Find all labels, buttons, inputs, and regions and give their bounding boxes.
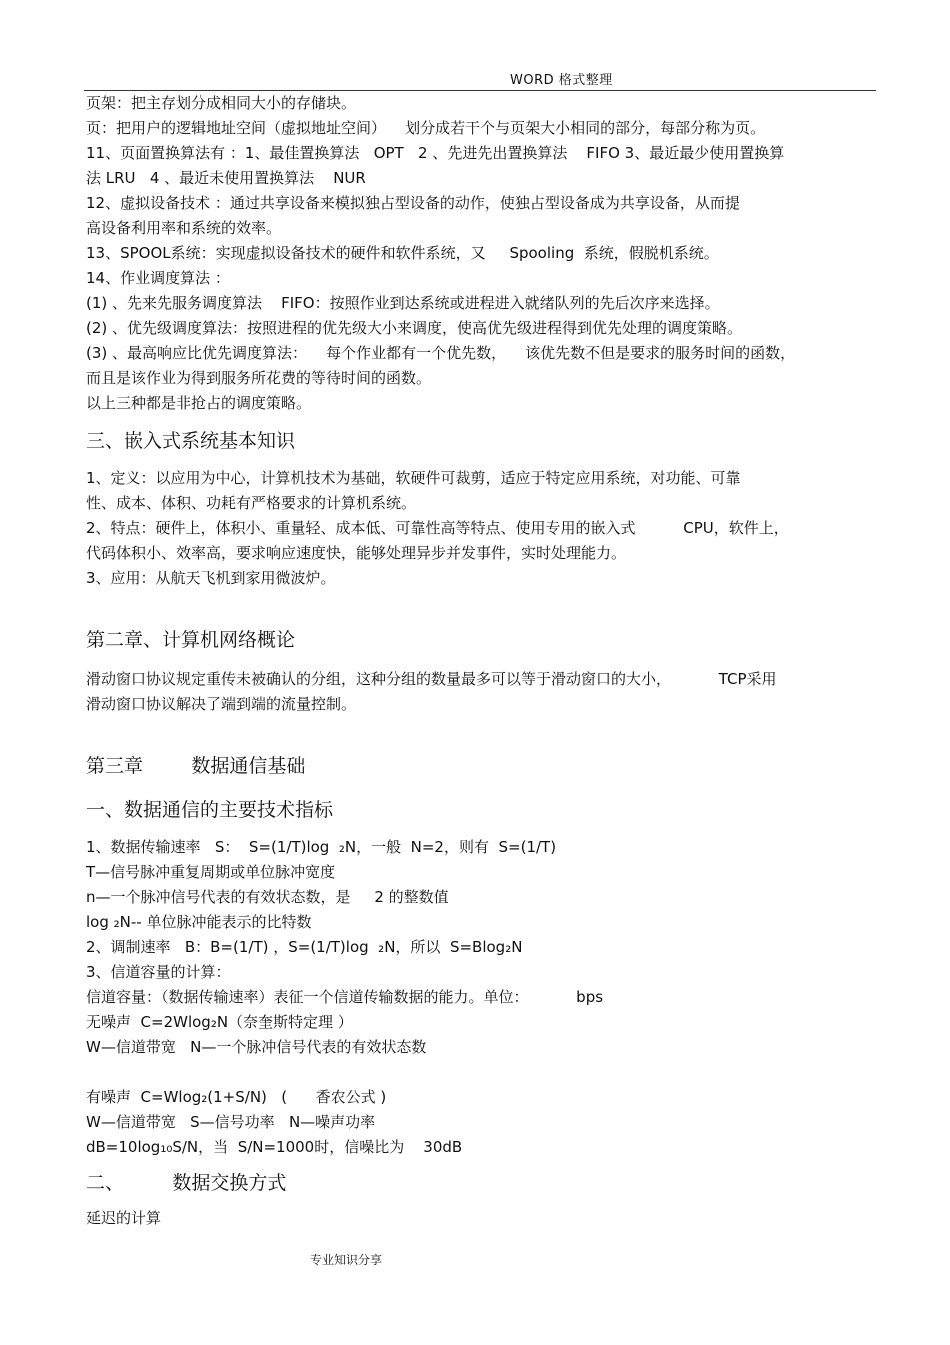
text-line: 无噪声 C=2Wlog₂N（奈奎斯特定理 ） (86, 1013, 353, 1031)
text-line: 14、作业调度算法 ： (86, 269, 230, 287)
text-line: (1) 、先来先服务调度算法 FIFO：按照作业到达系统或进程进入就绪队列的先后次序来选择。 (86, 294, 720, 312)
section-switching (86, 1206, 872, 1231)
text-line: 而且是该作业为得到服务所花费的等待时间的函数。 (86, 369, 432, 387)
chapter-heading-data-comm: 第三章 数据通信基础 (86, 755, 306, 777)
text-line: 11、页面置换算法有 ：1、最佳置换算法 OPT 2 、先进先出置换算法 FIFO 3、最近最少使用置换算 (86, 144, 785, 162)
text-line: 3、信道容量的计算： (86, 963, 231, 981)
text-line: dB=10log₁₀S/N，当 S/N=1000时，信噪比为 30dB (86, 1138, 463, 1156)
text-line: 13、SPOOL系统：实现虚拟设备技术的硬件和软件系统，又 Spooling 系统，假脱机系统。 (86, 244, 719, 262)
text-line: 2、特点：硬件上，体积小、重量轻、成本低、可靠性高等特点、使用专用的嵌入式 CPU，软件上， (86, 519, 789, 537)
text-line: 法 LRU 4 、最近未使用置换算法 NUR (86, 169, 366, 187)
section-heading-switching: 二、 数据交换方式 (86, 1172, 287, 1194)
text-line: (3) 、最高响应比优先调度算法： 每个作业都有一个优先数， 该优先数不但是要求的服务时间的函数， (86, 344, 796, 362)
text-line: T—信号脉冲重复周期或单位脉冲宽度 (86, 863, 336, 881)
text-line: 1、数据传输速率 S： S=(1/T)log ₂N，一般 N=2，则有 S=(1/T) (86, 838, 557, 856)
text-line: 滑动窗口协议规定重传未被确认的分组，这种分组的数量最多可以等于滑动窗口的大小， TCP采用 (86, 670, 777, 688)
page-content (86, 91, 872, 1231)
page-footer: 专业知识分享 (310, 1253, 383, 1267)
section-shannon (86, 1085, 872, 1160)
text-line: 页：把用户的逻辑地址空间（虚拟地址空间） 划分成若干个与页架大小相同的部分，每部分称为页。 (86, 119, 766, 137)
text-line: W—信道带宽 N—一个脉冲信号代表的有效状态数 (86, 1038, 427, 1056)
text-line: n—一个脉冲信号代表的有效状态数，是 2 的整数值 (86, 888, 449, 906)
section-sliding-window (86, 667, 872, 717)
text-line: 延迟的计算 (86, 1209, 162, 1227)
page-header: WORD 格式整理 (510, 73, 613, 88)
section-heading-indicators: 一、数据通信的主要技术指标 (86, 799, 334, 821)
text-line: 页架：把主存划分成相同大小的存储块。 (86, 94, 357, 112)
text-line: 滑动窗口协议解决了端到端的流量控制。 (86, 695, 357, 713)
text-line: 2、调制速率 B：B=(1/T) ，S=(1/T)log ₂N，所以 S=Blog₂N (86, 938, 523, 956)
text-line: (2) 、优先级调度算法：按照进程的优先级大小来调度，使高优先级进程得到优先处理的调度策略。 (86, 319, 743, 337)
section-memory-scheduling (86, 91, 872, 416)
text-line: 性、成本、体积、功耗有严格要求的计算机系统。 (86, 494, 417, 512)
text-line: 3、应用：从航天飞机到家用微波炉。 (86, 569, 336, 587)
text-line: 有噪声 C=Wlog₂(1+S/N) ( 香农公式 ) (86, 1088, 387, 1106)
section-embedded-systems (86, 466, 872, 591)
text-line: 12、虚拟设备技术 ：通过共享设备来模拟独占型设备的动作，使独占型设备成为共享设备，从而提 (86, 194, 740, 212)
text-line: 1、定义：以应用为中心，计算机技术为基础，软硬件可裁剪，适应于特定应用系统，对功能、可靠 (86, 469, 741, 487)
chapter-heading-network: 第二章、计算机网络概论 (86, 629, 296, 651)
text-line: W—信道带宽 S—信号功率 N—噪声功率 (86, 1113, 376, 1131)
text-line: 高设备利用率和系统的效率。 (86, 219, 282, 237)
section-heading-embedded: 三、嵌入式系统基本知识 (86, 430, 296, 452)
section-indicators (86, 835, 872, 1060)
text-line: 信道容量：（数据传输速率）表征一个信道传输数据的能力。单位： bps (86, 988, 604, 1006)
text-line: log ₂N-- 单位脉冲能表示的比特数 (86, 913, 312, 931)
text-line: 代码体积小、效率高，要求响应速度快，能够处理异步并发事件，实时处理能力。 (86, 544, 627, 562)
text-line: 以上三种都是非抢占的调度策略。 (86, 394, 312, 412)
